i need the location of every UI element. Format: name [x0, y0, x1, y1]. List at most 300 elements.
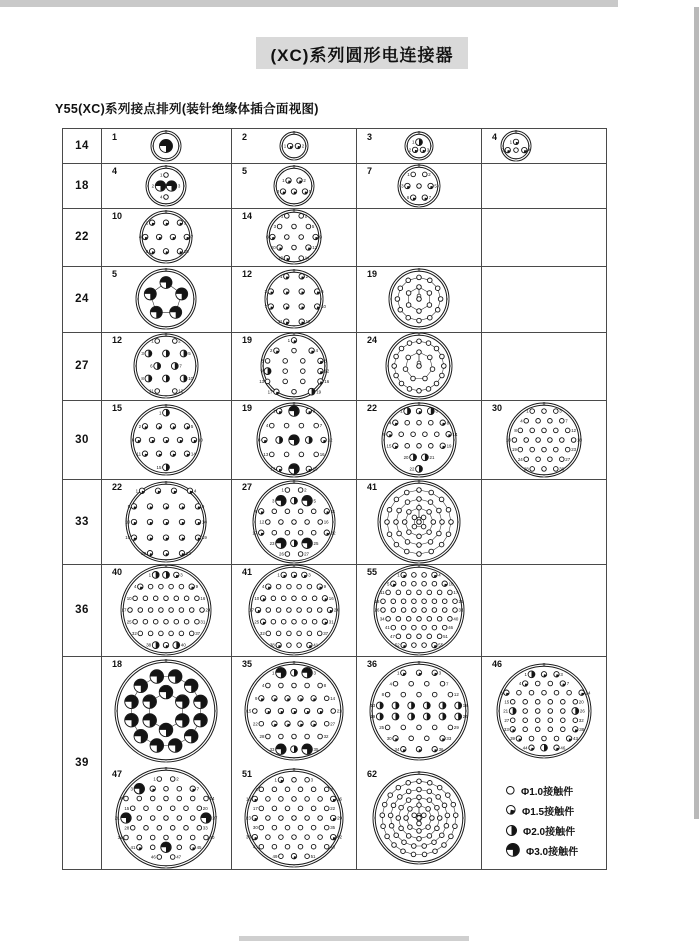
svg-text:2: 2	[138, 423, 142, 429]
svg-text:1: 1	[282, 178, 285, 184]
section-heading: Y55(XC)系列接点排列(装针绝缘体插合面视图)	[55, 102, 319, 116]
svg-text:3: 3	[438, 670, 442, 676]
pin-count-label: 46	[492, 659, 503, 669]
svg-text:20: 20	[141, 550, 147, 556]
svg-text:43: 43	[573, 736, 578, 742]
connector-diagram	[384, 264, 454, 334]
svg-text:5: 5	[313, 498, 316, 504]
table-grid-line	[101, 129, 102, 869]
connector-diagram	[381, 328, 457, 404]
svg-text:47: 47	[390, 633, 395, 639]
svg-text:33: 33	[458, 607, 464, 613]
connector-diagram	[373, 476, 465, 568]
connector-diagram	[492, 659, 596, 763]
svg-text:15: 15	[246, 708, 252, 714]
svg-text:3: 3	[180, 572, 183, 578]
pin-count-label: 19	[242, 403, 253, 413]
svg-text:37: 37	[323, 631, 329, 636]
svg-text:4: 4	[388, 420, 392, 426]
svg-text:23: 23	[246, 815, 251, 821]
svg-text:21: 21	[429, 454, 435, 460]
svg-text:27: 27	[212, 815, 218, 821]
svg-text:4: 4	[133, 584, 137, 590]
table-grid-line	[481, 129, 482, 869]
svg-text:14: 14	[304, 255, 310, 261]
svg-text:5: 5	[127, 504, 131, 509]
svg-text:7: 7	[196, 786, 200, 792]
pin-count-label: 40	[112, 567, 123, 577]
svg-text:1: 1	[158, 410, 162, 416]
svg-text:16: 16	[319, 452, 325, 457]
svg-text:46: 46	[150, 854, 156, 860]
pin-count-label: 62	[367, 769, 378, 779]
svg-text:12: 12	[324, 368, 330, 374]
svg-text:4: 4	[261, 683, 265, 689]
svg-text:38: 38	[579, 726, 585, 732]
svg-text:4: 4	[261, 584, 265, 590]
connector-diagram	[368, 767, 470, 869]
svg-text:25: 25	[313, 540, 319, 546]
svg-text:13: 13	[263, 452, 269, 457]
svg-text:1: 1	[407, 172, 410, 177]
connector-diagram	[393, 160, 445, 212]
connector-diagram	[131, 264, 201, 334]
svg-text:25: 25	[126, 619, 132, 625]
svg-text:29: 29	[337, 815, 342, 821]
svg-text:12: 12	[453, 692, 459, 698]
svg-text:20: 20	[202, 805, 208, 811]
svg-text:10: 10	[448, 581, 454, 587]
svg-text:15: 15	[386, 443, 392, 449]
legend-item	[505, 782, 573, 798]
svg-text:2: 2	[304, 213, 308, 219]
pin-count-label: 35	[242, 659, 253, 669]
pin-count-label: 41	[242, 567, 253, 577]
svg-text:9: 9	[254, 695, 258, 701]
svg-text:8: 8	[258, 437, 261, 443]
svg-text:4: 4	[520, 418, 523, 424]
shell-size-label: 36	[75, 604, 89, 616]
svg-text:25: 25	[458, 598, 464, 604]
svg-text:2: 2	[151, 183, 155, 189]
svg-text:10: 10	[183, 248, 189, 254]
svg-text:15: 15	[124, 805, 130, 811]
connector-diagram	[502, 398, 586, 482]
svg-text:1: 1	[272, 408, 276, 414]
svg-text:9: 9	[260, 368, 263, 374]
svg-text:6: 6	[266, 234, 269, 240]
svg-text:33: 33	[202, 825, 208, 831]
connector-diagram	[135, 206, 197, 268]
svg-text:11: 11	[136, 451, 142, 457]
svg-text:1: 1	[396, 670, 400, 676]
svg-text:20: 20	[403, 454, 409, 460]
connector-diagram	[260, 265, 328, 333]
svg-text:21: 21	[503, 708, 509, 714]
svg-text:49: 49	[272, 853, 278, 859]
pin-count-label: 24	[367, 335, 378, 345]
svg-text:7: 7	[566, 681, 570, 687]
shell-size-label: 33	[75, 515, 89, 528]
svg-text:40: 40	[453, 616, 459, 622]
svg-text:39: 39	[510, 736, 515, 742]
contact-arrangement-table	[62, 128, 607, 870]
svg-text:8: 8	[145, 248, 149, 254]
connector-diagram	[110, 655, 222, 767]
svg-text:20: 20	[578, 699, 584, 705]
svg-text:42: 42	[337, 834, 342, 840]
svg-text:6: 6	[150, 363, 153, 369]
svg-text:55: 55	[438, 642, 444, 648]
svg-text:35: 35	[330, 825, 336, 831]
svg-text:10: 10	[254, 595, 260, 601]
svg-text:21: 21	[114, 815, 120, 821]
svg-text:36: 36	[438, 746, 444, 752]
svg-text:1: 1	[524, 671, 527, 677]
svg-text:30: 30	[386, 735, 392, 741]
svg-text:19: 19	[312, 466, 318, 472]
svg-text:3: 3	[426, 147, 430, 153]
svg-text:22: 22	[330, 806, 336, 811]
pin-count-label: 51	[242, 769, 253, 779]
svg-text:5: 5	[434, 183, 437, 189]
pin-count-label: 12	[112, 335, 123, 345]
connector-diagram	[121, 477, 211, 567]
svg-text:27: 27	[565, 456, 571, 462]
table-grid-line	[231, 129, 232, 869]
svg-text:10: 10	[246, 796, 251, 802]
svg-text:8: 8	[514, 428, 517, 433]
svg-text:10: 10	[270, 245, 276, 251]
svg-text:10: 10	[197, 437, 203, 443]
svg-text:44: 44	[522, 745, 528, 751]
svg-text:1: 1	[153, 776, 156, 782]
svg-text:30: 30	[252, 825, 258, 831]
svg-text:2: 2	[304, 487, 307, 493]
connector-diagram	[256, 328, 332, 404]
svg-text:24: 24	[517, 456, 523, 462]
svg-text:8: 8	[323, 683, 327, 689]
svg-text:25: 25	[379, 725, 385, 730]
svg-text:13: 13	[259, 379, 265, 384]
phi-1.5-contact-icon	[505, 804, 517, 816]
svg-text:1: 1	[281, 487, 284, 493]
svg-text:9: 9	[330, 786, 333, 792]
connector-diagram	[365, 657, 473, 765]
svg-text:33: 33	[503, 726, 509, 732]
svg-text:24: 24	[462, 714, 468, 720]
connector-diagram	[244, 560, 344, 660]
svg-text:46: 46	[560, 745, 566, 751]
svg-text:13: 13	[370, 703, 376, 709]
connector-diagram	[252, 398, 336, 482]
svg-text:22: 22	[252, 721, 258, 727]
svg-text:1: 1	[400, 408, 403, 414]
pin-count-label: 41	[367, 482, 378, 492]
svg-text:1: 1	[272, 670, 275, 676]
svg-text:3: 3	[141, 351, 144, 357]
connector-diagram	[262, 205, 326, 269]
svg-text:27: 27	[330, 721, 336, 727]
svg-text:1: 1	[397, 572, 400, 578]
svg-text:7: 7	[179, 363, 182, 369]
svg-text:19: 19	[316, 389, 322, 395]
pin-count-label: 4	[112, 166, 118, 176]
shell-size-label: 22	[75, 231, 89, 243]
svg-text:36: 36	[246, 834, 251, 840]
svg-text:2: 2	[408, 147, 412, 153]
svg-text:3: 3	[401, 183, 404, 189]
svg-text:12: 12	[312, 245, 318, 251]
svg-text:3: 3	[560, 671, 563, 677]
svg-text:4: 4	[160, 194, 163, 200]
svg-text:51: 51	[443, 633, 448, 639]
svg-text:29: 29	[453, 725, 459, 730]
svg-text:1: 1	[279, 274, 283, 279]
svg-text:1: 1	[509, 139, 513, 145]
svg-text:5: 5	[386, 581, 390, 587]
svg-text:6: 6	[406, 195, 410, 201]
svg-text:11: 11	[380, 590, 385, 595]
legend-label: Φ3.0接触件	[526, 846, 579, 858]
connector-diagram	[111, 763, 221, 873]
svg-text:1: 1	[526, 408, 529, 414]
pin-count-label: 55	[367, 567, 378, 577]
svg-text:32: 32	[131, 631, 137, 636]
svg-text:3: 3	[312, 408, 316, 414]
svg-text:11: 11	[330, 508, 336, 514]
svg-text:1: 1	[287, 337, 291, 343]
svg-text:17: 17	[270, 466, 276, 472]
bottom-divider-bar	[239, 936, 469, 941]
svg-text:7: 7	[319, 423, 323, 429]
svg-text:27: 27	[304, 551, 309, 557]
svg-text:27: 27	[504, 717, 510, 723]
svg-text:5: 5	[190, 423, 194, 429]
svg-text:12: 12	[305, 319, 311, 325]
svg-text:19: 19	[446, 443, 452, 449]
svg-text:33: 33	[446, 735, 452, 741]
pin-count-label: 22	[112, 482, 123, 492]
svg-text:35: 35	[313, 746, 319, 752]
svg-text:2: 2	[301, 143, 305, 149]
pin-count-label: 27	[242, 482, 253, 492]
svg-text:8: 8	[381, 692, 385, 698]
svg-text:16: 16	[337, 796, 342, 802]
svg-text:6: 6	[254, 508, 258, 514]
svg-text:12: 12	[571, 428, 577, 433]
svg-text:17: 17	[121, 607, 127, 613]
pin-count-label: 30	[492, 403, 503, 413]
svg-text:3: 3	[273, 224, 277, 230]
svg-text:16: 16	[324, 379, 330, 384]
svg-text:17: 17	[252, 806, 258, 811]
svg-text:41: 41	[384, 625, 390, 631]
svg-text:47: 47	[176, 854, 182, 860]
pin-count-label: 12	[242, 269, 253, 279]
svg-text:19: 19	[370, 714, 376, 720]
svg-text:34: 34	[394, 746, 400, 752]
legend-item	[505, 842, 578, 858]
shell-size-label: 18	[75, 179, 89, 192]
svg-text:52: 52	[394, 642, 400, 648]
svg-text:9: 9	[383, 431, 386, 437]
svg-text:1: 1	[283, 143, 287, 149]
svg-text:5: 5	[188, 351, 191, 357]
svg-text:3: 3	[264, 289, 267, 295]
svg-text:14: 14	[190, 451, 196, 457]
connector-diagram	[377, 398, 461, 482]
svg-text:6: 6	[321, 289, 324, 295]
svg-text:3: 3	[310, 777, 314, 783]
svg-text:19: 19	[511, 447, 517, 453]
svg-text:34: 34	[379, 616, 385, 622]
svg-text:28: 28	[259, 734, 265, 740]
svg-text:2: 2	[178, 338, 181, 344]
connector-diagram	[248, 476, 340, 568]
svg-text:1: 1	[274, 777, 277, 783]
svg-text:16: 16	[323, 519, 329, 525]
svg-text:16: 16	[328, 595, 334, 601]
svg-text:1: 1	[148, 572, 152, 578]
svg-text:10: 10	[125, 519, 131, 525]
svg-text:38: 38	[269, 642, 275, 648]
svg-text:1: 1	[151, 338, 154, 344]
svg-text:51: 51	[310, 853, 316, 859]
svg-text:7: 7	[428, 195, 432, 201]
svg-text:41: 41	[130, 844, 136, 850]
svg-text:2: 2	[428, 172, 431, 177]
pin-count-label: 22	[367, 403, 378, 413]
phi-2.0-contact-icon	[505, 824, 518, 837]
svg-text:8: 8	[446, 420, 450, 426]
svg-text:17: 17	[453, 590, 459, 595]
connector-diagram	[141, 161, 191, 211]
svg-text:4: 4	[193, 488, 197, 494]
shell-size-label: 39	[75, 756, 89, 769]
svg-text:1: 1	[135, 488, 139, 494]
svg-text:5: 5	[261, 358, 265, 364]
svg-text:1: 1	[411, 139, 415, 145]
svg-text:3: 3	[308, 572, 311, 578]
svg-text:5: 5	[308, 189, 312, 195]
svg-text:28: 28	[523, 466, 529, 472]
svg-text:43: 43	[252, 844, 258, 850]
svg-text:8: 8	[120, 796, 123, 802]
svg-text:18: 18	[374, 598, 380, 604]
svg-text:28: 28	[124, 825, 130, 831]
legend-label: Φ2.0接触件	[523, 826, 576, 838]
svg-text:11: 11	[149, 388, 154, 394]
svg-text:4: 4	[255, 786, 258, 792]
svg-text:32: 32	[578, 717, 584, 723]
svg-text:4: 4	[315, 348, 318, 354]
pin-count-label: 4	[492, 132, 498, 142]
svg-text:10: 10	[321, 304, 326, 310]
svg-text:13: 13	[506, 437, 511, 443]
legend-item	[505, 822, 575, 838]
phi-1.0-contact-icon	[505, 785, 516, 796]
page-title-text: (XC)系列圆形电连接器	[270, 45, 454, 65]
svg-text:34: 34	[117, 835, 123, 841]
svg-text:3: 3	[272, 498, 275, 504]
connector-diagram	[116, 560, 216, 660]
svg-text:8: 8	[141, 376, 144, 382]
svg-text:2: 2	[303, 178, 306, 184]
svg-text:2: 2	[305, 274, 309, 279]
pin-count-label: 10	[112, 211, 123, 221]
svg-text:10: 10	[188, 376, 194, 382]
svg-text:14: 14	[330, 695, 336, 701]
svg-text:17: 17	[249, 607, 255, 613]
svg-text:14: 14	[585, 690, 591, 696]
right-divider-bar	[694, 7, 699, 819]
svg-text:3: 3	[177, 183, 181, 189]
svg-text:46: 46	[448, 625, 454, 631]
svg-text:10: 10	[126, 595, 132, 601]
svg-text:5: 5	[311, 224, 315, 230]
svg-text:31: 31	[328, 619, 334, 625]
legend-label: Φ1.5接触件	[522, 806, 575, 818]
svg-text:1: 1	[145, 220, 149, 226]
svg-text:12: 12	[327, 437, 333, 443]
pin-count-label: 19	[242, 335, 253, 345]
svg-text:3: 3	[183, 220, 187, 226]
shell-size-label: 30	[75, 433, 89, 446]
svg-text:21: 21	[336, 708, 342, 714]
pin-count-label: 5	[242, 166, 248, 176]
svg-text:26: 26	[579, 708, 585, 714]
svg-text:9: 9	[319, 234, 322, 240]
page-title	[256, 37, 468, 69]
svg-text:12: 12	[178, 388, 184, 394]
shell-size-label: 27	[75, 360, 89, 372]
svg-text:14: 14	[201, 519, 207, 525]
svg-text:40: 40	[209, 835, 215, 841]
svg-text:4: 4	[528, 147, 531, 153]
svg-text:9: 9	[201, 504, 205, 509]
svg-text:45: 45	[196, 844, 202, 850]
svg-text:41: 41	[313, 642, 319, 648]
connector-diagram	[269, 161, 319, 211]
svg-text:4: 4	[518, 681, 522, 687]
svg-text:26: 26	[374, 607, 380, 613]
pin-count-label: 36	[367, 659, 378, 669]
svg-text:26: 26	[279, 551, 284, 557]
svg-text:7: 7	[565, 418, 568, 424]
connector-diagram	[240, 657, 348, 765]
svg-text:3: 3	[435, 408, 438, 414]
svg-text:2: 2	[501, 147, 504, 153]
svg-text:15: 15	[125, 535, 131, 541]
svg-text:19: 19	[201, 535, 207, 541]
svg-text:32: 32	[323, 734, 329, 740]
connector-diagram	[146, 126, 186, 166]
svg-text:22: 22	[409, 466, 415, 472]
svg-text:7: 7	[446, 681, 449, 687]
svg-text:22: 22	[185, 550, 191, 556]
connector-diagram	[240, 764, 348, 872]
connector-diagram	[496, 126, 536, 166]
svg-text:1: 1	[160, 172, 163, 178]
svg-text:3: 3	[130, 786, 133, 792]
pin-count-label: 15	[112, 403, 123, 413]
connector-diagram	[129, 329, 203, 403]
svg-text:18: 18	[577, 437, 582, 443]
connector-diagram	[369, 560, 469, 660]
svg-text:12: 12	[259, 519, 265, 525]
svg-text:4: 4	[438, 572, 441, 578]
